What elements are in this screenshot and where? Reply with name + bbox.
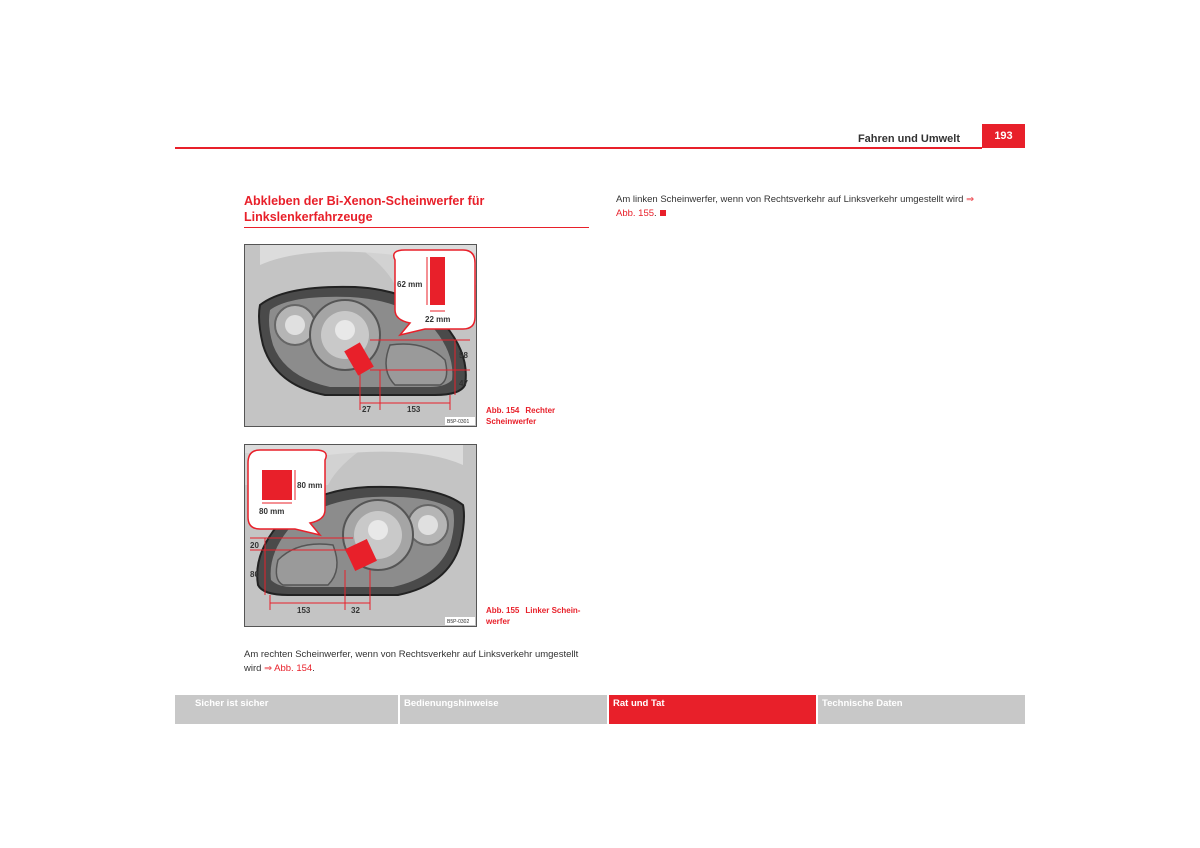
caption-number: Abb. 155 bbox=[486, 606, 520, 615]
section-title: Abkleben der Bi-Xenon-Scheinwerfer für Linkslenkerfahrzeuge bbox=[244, 194, 485, 224]
label-dim-47: 47 bbox=[459, 379, 468, 388]
tape-size-sample-left bbox=[262, 470, 292, 500]
title-divider bbox=[244, 227, 589, 228]
nav-tab-technische-daten[interactable]: Technische Daten bbox=[818, 695, 1025, 724]
label-dim-27: 27 bbox=[362, 405, 371, 414]
nav-tab-rat-und-tat[interactable]: Rat und Tat bbox=[609, 695, 818, 724]
label-tape-height: 62 mm bbox=[397, 280, 423, 289]
paragraph-end: . bbox=[312, 663, 315, 674]
label-dim-20: 20 bbox=[250, 541, 259, 550]
figure-code: B5P-0302 bbox=[447, 619, 470, 625]
headlight-illustration-left bbox=[245, 445, 477, 627]
caption-number: Abb. 154 bbox=[486, 406, 520, 415]
end-of-section-icon bbox=[660, 210, 666, 216]
headlight-illustration-right bbox=[245, 245, 477, 427]
body-paragraph-right bbox=[616, 193, 976, 221]
figure-code: B5P-0301 bbox=[447, 419, 470, 425]
label-dim-153: 153 bbox=[297, 606, 311, 615]
figure-link-155[interactable]: ⇒ Abb. 155 bbox=[616, 194, 975, 219]
header-divider bbox=[175, 147, 982, 149]
nav-tab-sicher-ist-sicher[interactable]: Sicher ist sicher bbox=[175, 695, 400, 724]
paragraph-text: Am rechten Scheinwerfer, wenn von Rechtsverkehr auf Linksverkehr umgestellt wird bbox=[244, 649, 579, 674]
label-tape-width: 22 mm bbox=[425, 315, 451, 324]
chapter-title: Fahren und Umwelt bbox=[857, 133, 960, 145]
figure-caption bbox=[486, 405, 596, 427]
figure-left-headlight bbox=[244, 444, 477, 627]
tape-size-sample-right bbox=[430, 257, 445, 305]
label-tape-width: 80 mm bbox=[259, 507, 285, 516]
label-dim-153: 153 bbox=[407, 405, 421, 414]
label-tape-height: 80 mm bbox=[297, 481, 323, 490]
figure-caption bbox=[486, 605, 596, 627]
label-dim-32: 32 bbox=[351, 606, 360, 615]
paragraph-text: Am linken Scheinwerfer, wenn von Rechtsverkehr auf Linksverkehr umgestellt wird bbox=[616, 194, 964, 205]
caption-text: Linker Schein-werfer bbox=[486, 606, 581, 626]
label-dim-80: 80 bbox=[250, 570, 259, 579]
figure-link-154[interactable]: ⇒ Abb. 154 bbox=[264, 663, 313, 674]
paragraph-end: . bbox=[654, 208, 657, 219]
figure-right-headlight bbox=[244, 244, 477, 427]
label-dim-58: 58 bbox=[459, 351, 468, 360]
chapter-navigation bbox=[175, 695, 1025, 724]
body-paragraph-left bbox=[244, 648, 589, 676]
nav-tab-bedienungshinweise[interactable]: Bedienungshinweise bbox=[400, 695, 609, 724]
caption-text: Rechter Scheinwerfer bbox=[486, 406, 556, 426]
page-number: 193 bbox=[982, 124, 1025, 148]
